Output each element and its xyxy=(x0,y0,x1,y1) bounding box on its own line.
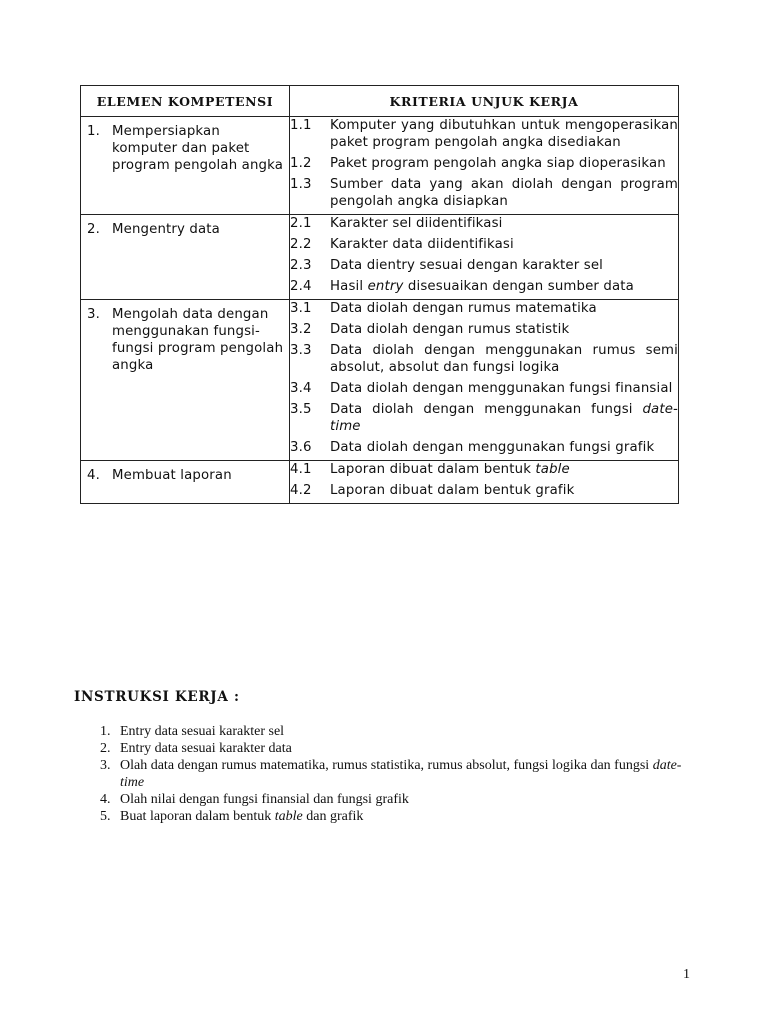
instruksi-number-text: 3. xyxy=(100,758,111,773)
kriteria-cell xyxy=(290,300,679,461)
instruksi-text xyxy=(120,808,694,825)
kriteria-cell xyxy=(290,215,679,300)
elemen-number: 4. xyxy=(87,468,100,483)
text-segment: dan grafik xyxy=(302,809,364,824)
kriteria-item xyxy=(290,278,678,295)
instruksi-number xyxy=(74,808,120,825)
kriteria-number: 3.6 xyxy=(290,440,312,455)
text-segment: Data diolah dengan menggunakan fungsi xyxy=(330,402,643,417)
kriteria-item xyxy=(290,300,678,317)
kriteria-cell xyxy=(290,461,679,504)
instruksi-text xyxy=(120,757,694,791)
kriteria-text: Data diolah dengan rumus statistik xyxy=(330,322,570,337)
kriteria-number: 3.4 xyxy=(290,381,312,396)
instruksi-number xyxy=(74,723,120,740)
instruksi-text: Entry data sesuai karakter sel xyxy=(120,724,285,739)
kriteria-text: Karakter data diidentifikasi xyxy=(330,237,514,252)
kriteria-text: Laporan dibuat dalam bentuk grafik xyxy=(330,483,575,498)
italic-term: date-time xyxy=(120,758,682,790)
kriteria-text: Data diolah dengan menggunakan rumus semi absolut, absolut dan fungsi logika xyxy=(330,343,678,375)
kriteria-text: Paket program pengolah angka siap dioperasikan xyxy=(330,156,666,171)
elemen-number: 2. xyxy=(87,222,100,237)
instruksi-number-text: 2. xyxy=(100,741,111,756)
instruksi-kerja-list xyxy=(74,723,694,825)
kriteria-number: 1.1 xyxy=(290,118,312,133)
kriteria-text xyxy=(330,278,678,295)
elemen-cell xyxy=(81,300,290,461)
kriteria-item xyxy=(290,176,678,210)
italic-term: entry xyxy=(367,279,404,294)
kriteria-number: 3.2 xyxy=(290,322,312,337)
kriteria-item xyxy=(290,257,678,274)
elemen-text: Mengentry data xyxy=(112,222,220,237)
italic-term: table xyxy=(274,809,303,824)
instruksi-item xyxy=(74,740,694,757)
instruksi-item xyxy=(74,723,694,740)
text-segment: Laporan dibuat dalam bentuk xyxy=(330,462,536,477)
kriteria-text: Data diolah dengan rumus matematika xyxy=(330,301,597,316)
header-elemen-kompetensi: ELEMEN KOMPETENSI xyxy=(81,86,290,117)
instruksi-number xyxy=(74,757,120,791)
instruksi-text: Entry data sesuai karakter data xyxy=(120,741,292,756)
instruksi-kerja-title: INSTRUKSI KERJA : xyxy=(74,689,240,705)
kriteria-item xyxy=(290,117,678,151)
elemen-text: Mengolah data dengan menggunakan fungsi-fungsi program pengolah angka xyxy=(112,307,284,373)
kriteria-item xyxy=(290,321,678,338)
table-body xyxy=(81,117,679,504)
table-row xyxy=(81,117,679,215)
kriteria-item xyxy=(290,155,678,172)
kriteria-number: 2.3 xyxy=(290,258,312,273)
page-number: 1 xyxy=(683,967,690,982)
kriteria-item xyxy=(290,482,678,499)
text-segment: Hasil xyxy=(330,279,368,294)
kriteria-number: 2.2 xyxy=(290,237,312,252)
elemen-cell xyxy=(81,117,290,215)
kriteria-number: 1.2 xyxy=(290,156,312,171)
kriteria-item xyxy=(290,342,678,376)
instruksi-number-text: 1. xyxy=(100,724,111,739)
kriteria-text xyxy=(330,401,678,435)
competency-table xyxy=(80,85,679,504)
elemen-cell xyxy=(81,215,290,300)
text-segment: Buat laporan dalam bentuk xyxy=(120,809,275,824)
table-row xyxy=(81,215,679,300)
kriteria-number: 4.1 xyxy=(290,462,312,477)
elemen-text: Mempersiapkan komputer dan paket program pengolah angka xyxy=(112,124,284,173)
kriteria-item xyxy=(290,439,678,456)
kriteria-item xyxy=(290,215,678,232)
table-row xyxy=(81,461,679,504)
kriteria-number: 2.4 xyxy=(290,279,312,294)
elemen-cell xyxy=(81,461,290,504)
table-header-row xyxy=(81,86,679,117)
instruksi-number-text: 5. xyxy=(100,809,111,824)
kriteria-item xyxy=(290,236,678,253)
instruksi-kerja-section xyxy=(74,689,694,825)
italic-term: table xyxy=(535,462,570,477)
elemen-number: 1. xyxy=(87,124,100,139)
kriteria-number: 1.3 xyxy=(290,177,312,192)
kriteria-text: Data diolah dengan menggunakan fungsi finansial xyxy=(330,381,673,396)
elemen-item xyxy=(81,215,289,244)
elemen-item xyxy=(81,117,289,180)
elemen-item xyxy=(81,461,289,490)
instruksi-item xyxy=(74,757,694,791)
kriteria-text: Sumber data yang akan diolah dengan program pengolah angka disiapkan xyxy=(330,177,678,209)
elemen-number: 3. xyxy=(87,307,100,322)
kriteria-item xyxy=(290,461,678,478)
instruksi-item xyxy=(74,791,694,808)
kriteria-text: Data diolah dengan menggunakan fungsi grafik xyxy=(330,440,655,455)
instruksi-number-text: 4. xyxy=(100,792,111,807)
kriteria-number: 3.1 xyxy=(290,301,312,316)
text-segment: Olah data dengan rumus matematika, rumus statistika, rumus absolut, fungsi logika dan fungsi xyxy=(120,758,653,773)
kriteria-item xyxy=(290,401,678,435)
kriteria-number: 3.5 xyxy=(290,402,312,417)
kriteria-item xyxy=(290,380,678,397)
instruksi-text: Olah nilai dengan fungsi finansial dan fungsi grafik xyxy=(120,792,409,807)
kriteria-number: 3.3 xyxy=(290,343,312,358)
italic-term: date-time xyxy=(330,402,678,434)
kriteria-text: Karakter sel diidentifikasi xyxy=(330,216,503,231)
table-row xyxy=(81,300,679,461)
instruksi-number xyxy=(74,740,120,757)
kriteria-number: 4.2 xyxy=(290,483,312,498)
kriteria-text: Komputer yang dibutuhkan untuk mengoperasikan paket program pengolah angka disediakan xyxy=(330,118,678,150)
kriteria-cell xyxy=(290,117,679,215)
kriteria-text xyxy=(330,461,678,478)
kriteria-number: 2.1 xyxy=(290,216,312,231)
instruksi-item xyxy=(74,808,694,825)
instruksi-number xyxy=(74,791,120,808)
text-segment: disesuaikan dengan sumber data xyxy=(403,279,634,294)
kriteria-text: Data dientry sesuai dengan karakter sel xyxy=(330,258,603,273)
elemen-text: Membuat laporan xyxy=(112,468,232,483)
header-kriteria-unjuk-kerja: KRITERIA UNJUK KERJA xyxy=(290,86,679,117)
elemen-item xyxy=(81,300,289,380)
